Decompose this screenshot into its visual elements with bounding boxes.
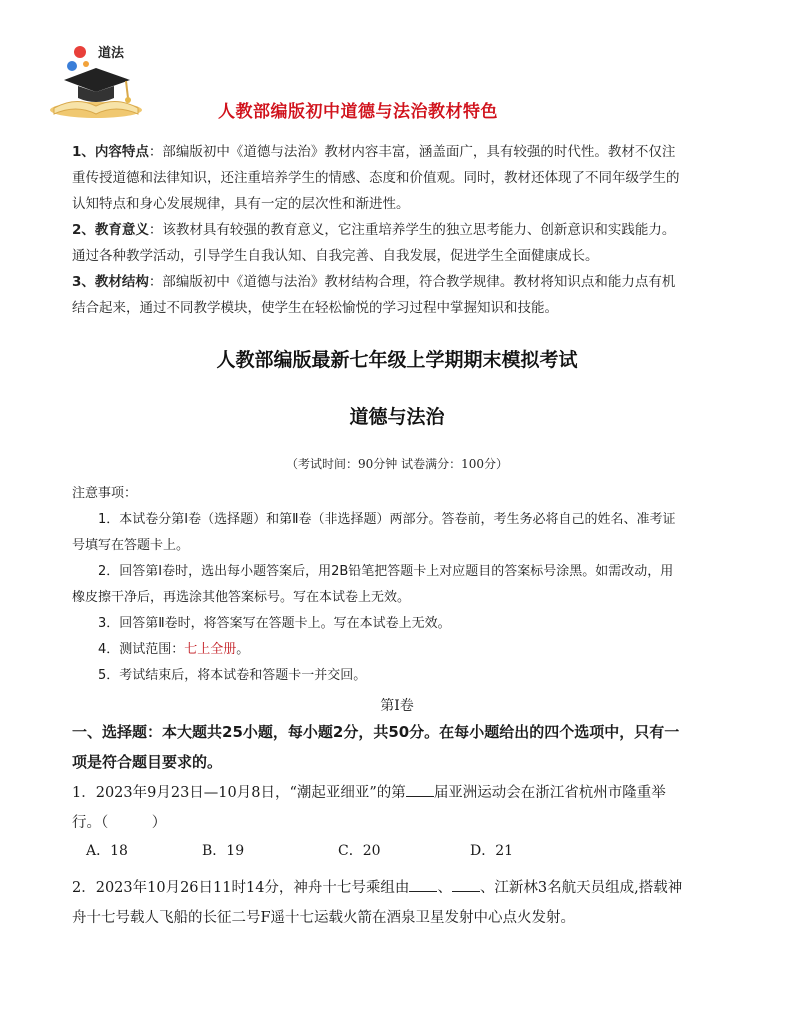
textbook-logo [46, 34, 146, 122]
note-text: 5．考试结束后，将本试卷和答题卡一并交回。 [98, 668, 367, 683]
option-d[interactable]: D．21 [470, 843, 514, 859]
question-text: 1．2023年9月23日—10月8日，“潮起亚细亚”的第 [72, 785, 406, 801]
exam-subject: 道德与法治 [349, 406, 445, 428]
answer-blank [409, 877, 437, 892]
volume-heading: 第Ⅰ卷 [380, 698, 414, 714]
feature-structure [72, 269, 682, 321]
section-heading: 一、选择题：本大题共25小题，每小题2分，共50分。在每小题给出的四个选项中，只有一项是符合题目要求的。 [72, 723, 680, 771]
notes-heading: 注意事项： [72, 486, 138, 501]
note-text: 1．本试卷分第Ⅰ卷（选择题）和第Ⅱ卷（非选择题）两部分。答卷前，考生务必将自己的姓名、准考证号填写在答题卡上。 [72, 512, 676, 553]
note-item [72, 507, 682, 559]
option-b[interactable]: B．19 [202, 843, 245, 859]
logo-label: 道法 [98, 46, 125, 61]
answer-blank [452, 877, 480, 892]
banner-title: 人教部编版初中道德与法治教材特色 [218, 102, 498, 122]
note-item [72, 611, 682, 637]
note-text: 2．回答第Ⅰ卷时，选出每小题答案后，用2B铅笔把答题卡上对应题目的答案标号涂黑。如需改动，用橡皮擦干净后，再选涂其他答案标号。写在本试卷上无效。 [72, 564, 674, 605]
feature-label: 2、教育意义 [72, 222, 149, 238]
feature-label: 3、教材结构 [72, 274, 149, 290]
note-text: 。 [236, 642, 250, 657]
test-scope: 七上全册 [184, 642, 237, 657]
feature-sep: ： [148, 222, 163, 238]
note-text: 3．回答第Ⅱ卷时，将答案写在答题卡上。写在本试卷上无效。 [98, 616, 451, 631]
question-text: 、 [437, 880, 452, 896]
feature-sep: ： [148, 144, 163, 160]
feature-text: 部编版初中《道德与法治》教材内容丰富，涵盖面广，具有较强的时代性。教材不仅注重传授道德和法律知识，还注重培养学生的情感、态度和价值观。同时，教材还体现了不同年级学生的认知特点和身心发展规律，具有一定的层次性和渐进性。 [72, 144, 680, 212]
question-2 [72, 873, 692, 933]
feature-text: 部编版初中《道德与法治》教材结构合理，符合教学规律。教材将知识点和能力点有机结合起来，通过不同教学模块，使学生在轻松愉悦的学习过程中掌握知识和技能。 [72, 274, 676, 316]
feature-significance [72, 217, 682, 269]
feature-label: 1、内容特点 [72, 144, 149, 160]
note-item [72, 559, 682, 611]
note-item-scope [72, 637, 682, 663]
exam-meta: （考试时间：90分钟 试卷满分：100分） [286, 457, 508, 471]
note-item [72, 663, 682, 689]
feature-text: 该教材具有较强的教育意义，它注重培养学生的独立思考能力、创新意识和实践能力。通过各种教学活动，引导学生自我认知、自我完善、自我发展，促进学生全面健康成长。 [72, 222, 676, 264]
graduation-cap-icon [46, 34, 146, 122]
feature-sep: ： [148, 274, 163, 290]
answer-blank [406, 782, 434, 797]
note-text: 4．测试范围： [98, 642, 185, 657]
question-text: 届亚洲运动会在浙江省杭州市隆重举行。（ ） [72, 785, 666, 831]
feature-content [72, 139, 682, 217]
exam-title: 人教部编版最新七年级上学期期末模拟考试 [216, 349, 578, 371]
option-c[interactable]: C．20 [338, 843, 381, 859]
question-text: 、江新林3名航天员组成,搭载神舟十七号载人飞船的长征二号F遥十七运载火箭在酒泉卫星发射中心点火发射。 [72, 880, 683, 926]
question-1 [72, 778, 692, 838]
option-a[interactable]: A．18 [86, 843, 128, 859]
question-text: 2．2023年10月26日11时14分，神舟十七号乘组由 [72, 880, 410, 896]
